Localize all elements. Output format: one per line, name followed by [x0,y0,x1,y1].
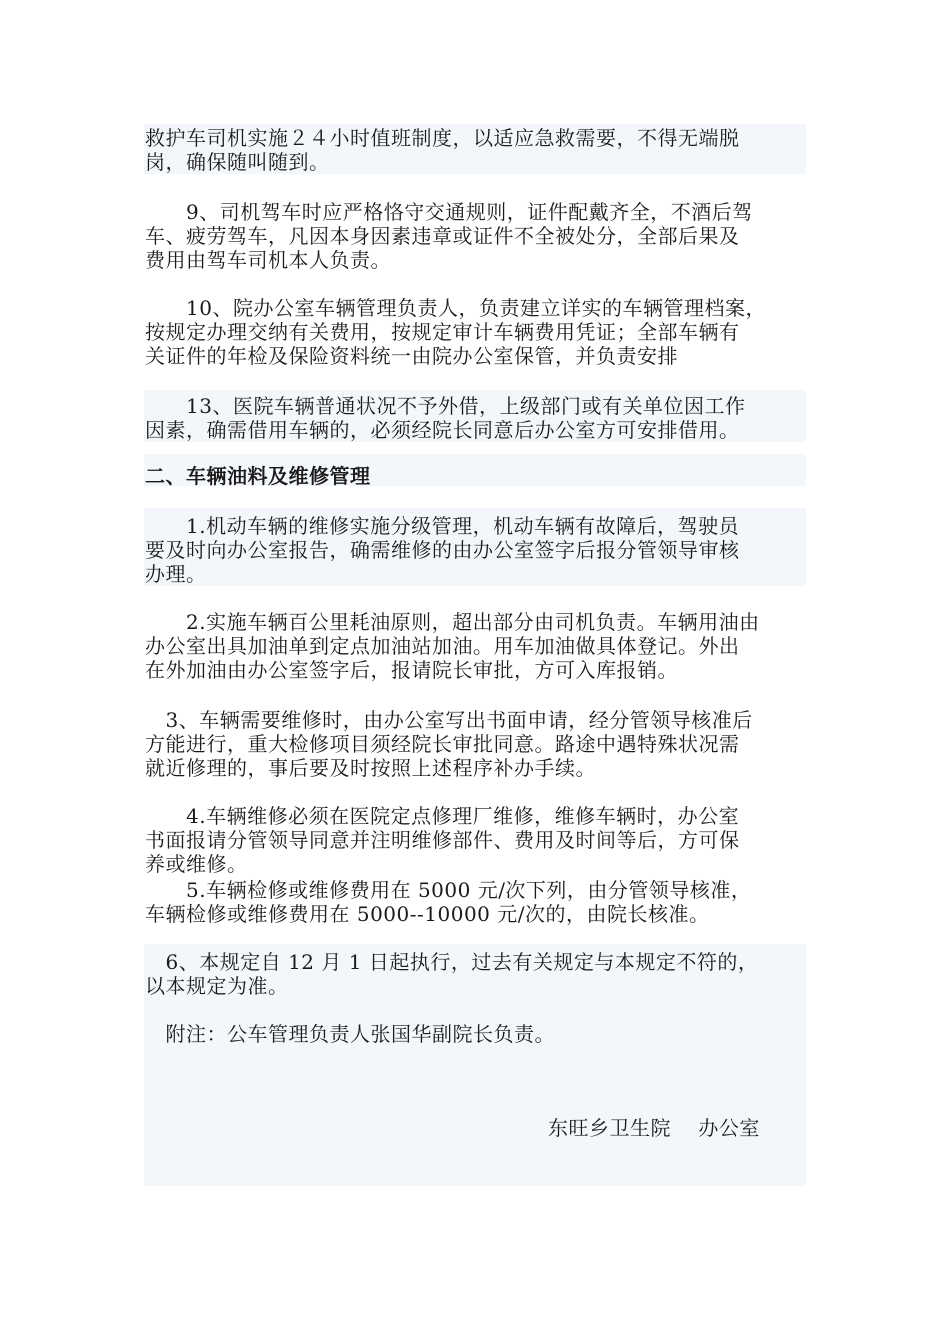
text-line: 10、院办公室车辆管理负责人，负责建立详实的车辆管理档案， [145,296,766,320]
text-line: 9、司机驾车时应严格恪守交通规则，证件配戴齐全，不酒后驾 [145,200,753,224]
text-line: 在外加油由办公室签字后，报请院长审批，方可入库报销。 [145,658,678,682]
section-heading: 二、车辆油料及维修管理 [145,464,371,488]
text-line: 13、医院车辆普通状况不予外借，上级部门或有关单位因工作 [145,394,746,418]
text-line: 车辆检修或维修费用在 5000--10000 元/次的，由院长核准。 [145,902,710,926]
text-line: 4.车辆维修必须在医院定点修理厂维修，维修车辆时，办公室 [145,804,740,828]
text-line: 2.实施车辆百公里耗油原则，超出部分由司机负责。车辆用油由 [145,610,760,634]
text-line: 关证件的年检及保险资料统一由院办公室保管，并负责安排 [145,344,678,368]
note-text: 附注：公车管理负责人张国华副院长负责。 [145,1022,555,1046]
text-line: 车、疲劳驾车，凡因本身因素违章或证件不全被处分，全部后果及 [145,224,740,248]
text-line: 费用由驾车司机本人负责。 [145,248,391,272]
text-line: 养或维修。 [145,852,248,876]
text-line: 要及时向办公室报告，确需维修的由办公室签字后报分管领导审核 [145,538,740,562]
text-line: 按规定办理交纳有关费用，按规定审计车辆费用凭证；全部车辆有 [145,320,740,344]
text-line: 5.车辆检修或维修费用在 5000 元/次下列，由分管领导核准， [145,878,752,902]
text-line: 以本规定为准。 [145,974,289,998]
text-line: 救护车司机实施２４小时值班制度，以适应急救需要，不得无端脱 [145,126,740,150]
text-line: 办公室出具加油单到定点加油站加油。用车加油做具体登记。外出 [145,634,740,658]
text-line: 方能进行，重大检修项目须经院长审批同意。路途中遇特殊状况需 [145,732,740,756]
text-line: 就近修理的，事后要及时按照上述程序补办手续。 [145,756,596,780]
text-line: 因素，确需借用车辆的，必须经院长同意后办公室方可安排借用。 [145,418,740,442]
text-line: 6、本规定自 12 月 1 日起执行，过去有关规定与本规定不符的， [145,950,759,974]
signature-text: 东旺乡卫生院 办公室 [548,1116,760,1140]
text-line: 书面报请分管领导同意并注明维修部件、费用及时间等后，方可保 [145,828,740,852]
text-line: 1.机动车辆的维修实施分级管理，机动车辆有故障后，驾驶员 [145,514,740,538]
text-line: 办理。 [145,562,207,586]
text-line: 3、车辆需要维修时，由办公室写出书面申请，经分管领导核准后 [145,708,753,732]
text-line: 岗，确保随叫随到。 [145,150,330,174]
